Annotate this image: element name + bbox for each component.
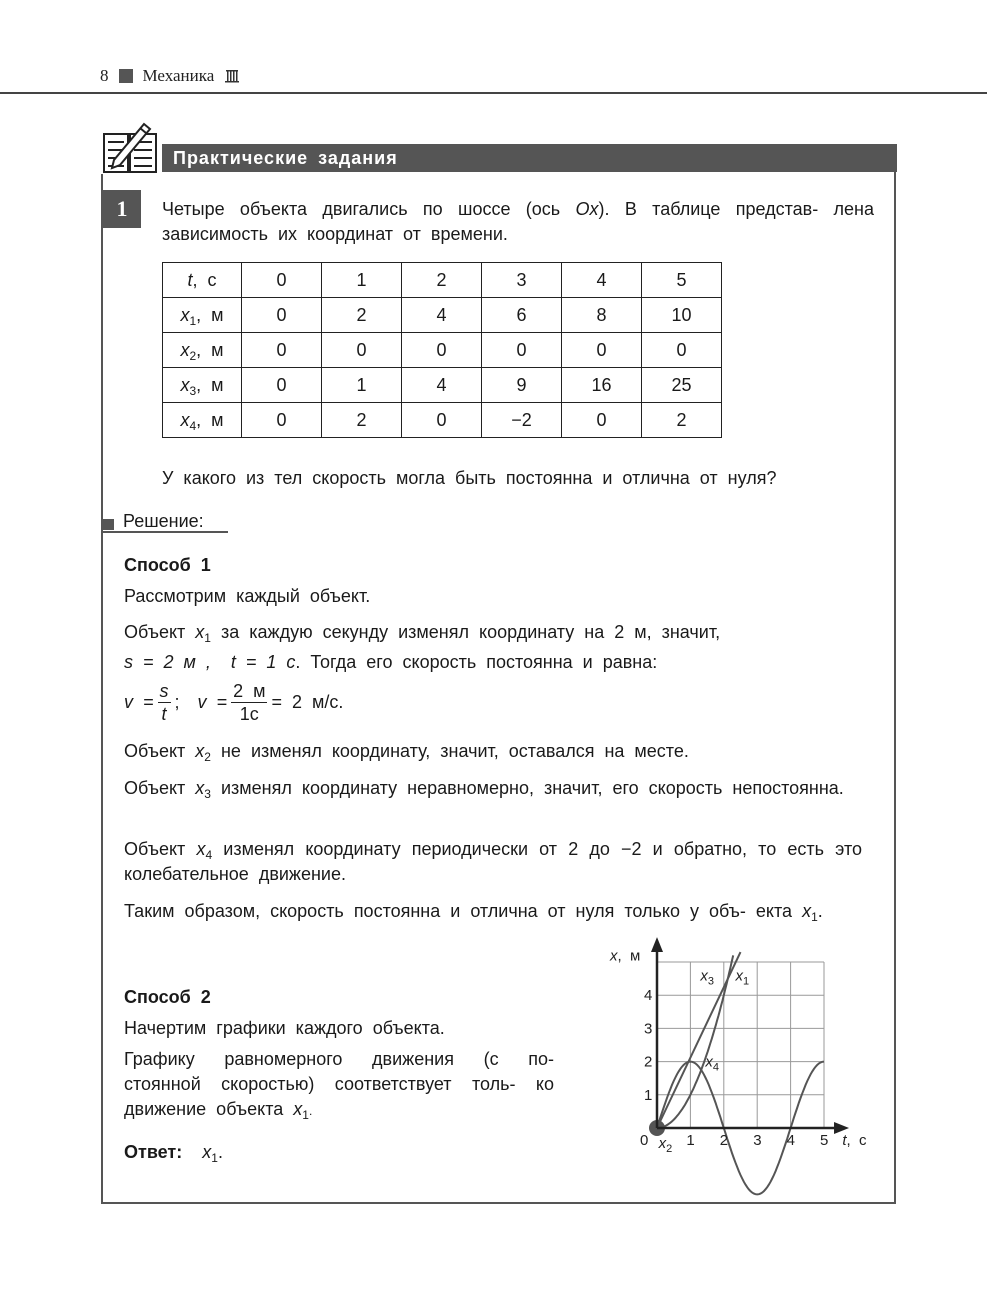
- answer-value: x: [202, 1142, 212, 1162]
- table-cell: 2: [402, 263, 482, 298]
- y-axis-label: x, м: [610, 947, 641, 965]
- table-row-label: $x_3$, м: [163, 368, 242, 403]
- table-cell: 0: [242, 298, 322, 333]
- axis-name: Ox: [575, 199, 599, 219]
- y-axis-arrow-icon: [651, 937, 663, 952]
- table-cell: 2: [322, 403, 402, 438]
- y-tick-label: 1: [644, 1086, 653, 1104]
- table-cell: 0: [402, 333, 482, 368]
- velocity-formula: v = $\frac{s}{t}$ ; v = $\frac{2 м}{1с}$ = 2 м/с.: [124, 681, 344, 724]
- table-row-label: $x_4$, м: [163, 403, 242, 438]
- table-cell: 6: [482, 298, 562, 333]
- section-name: Механика: [142, 66, 215, 85]
- table-cell: 4: [402, 368, 482, 403]
- table-cell: 9: [482, 368, 562, 403]
- y-tick-label: 3: [644, 1020, 653, 1038]
- x-axis-label: t, с: [842, 1132, 867, 1149]
- series-label-x2: $x_2$: [658, 1135, 673, 1155]
- table-cell: 0: [242, 263, 322, 298]
- table-cell: 1: [322, 263, 402, 298]
- table-cell: 25: [642, 368, 722, 403]
- x-tick-label: 3: [753, 1132, 762, 1149]
- table-cell: 2: [322, 298, 402, 333]
- chart-axes: [651, 937, 849, 1134]
- table-cell: 0: [242, 403, 322, 438]
- task-question: У какого из тел скорость могла быть постоянна и отлична от нуля?: [162, 468, 777, 488]
- method1-p4: Объект $x_3$ изменял координату неравномерно, значит, его скорость непостоянна.: [124, 778, 844, 801]
- method2-title: Способ 2: [124, 987, 211, 1007]
- series-label-x4: $x_4$: [705, 1053, 720, 1074]
- fraction-s-over-t: $\frac{s}{t}$: [159, 681, 169, 724]
- page-number: 8: [100, 66, 109, 85]
- table-cell: 2: [642, 403, 722, 438]
- table-cell: 0: [562, 333, 642, 368]
- table-cell: 0: [242, 333, 322, 368]
- chart-labels: [609, 947, 867, 1155]
- table-cell: 0: [642, 333, 722, 368]
- table-cell: 1: [322, 368, 402, 403]
- table-header-cell: t, с: [163, 263, 242, 298]
- table-cell: 5: [642, 263, 722, 298]
- section-header-title: Практические задания: [173, 148, 398, 168]
- chart-curves: [649, 952, 824, 1194]
- table-cell: 10: [642, 298, 722, 333]
- table-cell: −2: [482, 403, 562, 438]
- series-label-x1: $x_1$: [735, 967, 750, 988]
- intro-text-1: Четыре объекта двигались по шоссе (ось: [162, 199, 576, 219]
- table-cell: 16: [562, 368, 642, 403]
- intro-text-2: ). В таблице представ- лена зависимость их координат от времени.: [162, 199, 875, 244]
- method2-p1: Начертим графики каждого объекта.: [124, 1018, 445, 1038]
- method1-p5: Объект $x_4$ изменял координату периодически от 2 до −2 и обратно, то есть это колебательное движение.: [124, 839, 862, 884]
- table-cell: 0: [402, 403, 482, 438]
- method1-p2-line2: s = 2 м , t = 1 с. Тогда его скорость постоянна и равна:: [124, 652, 658, 672]
- table-row-label: $x_2$, м: [163, 333, 242, 368]
- table-cell: 0: [482, 333, 562, 368]
- y-tick-label: 4: [644, 987, 653, 1005]
- table-cell: 3: [482, 263, 562, 298]
- series-label-x3: $x_3$: [700, 967, 715, 988]
- solution-label: Решение:: [123, 511, 204, 531]
- table-cell: 4: [402, 298, 482, 333]
- x-tick-label: 0: [640, 1132, 649, 1149]
- x-tick-label: 1: [686, 1132, 695, 1149]
- table-row-label: $x_1$, м: [163, 298, 242, 333]
- x-tick-label: 5: [820, 1132, 829, 1149]
- table-cell: 0: [562, 403, 642, 438]
- answer-label: Ответ:: [124, 1142, 183, 1162]
- method1-p3: Объект $x_2$ не изменял координату, значит, оставался на месте.: [124, 741, 689, 764]
- answer: Ответ: $x_1$.: [124, 1142, 223, 1165]
- method2-p2: Графику равномерного движения (с по- стоянной скоростью) соответствует толь- ко движение объекта $x_1$.: [124, 1049, 554, 1122]
- fraction-2m-over-1s: $\frac{2 м}{1с}$: [233, 681, 266, 724]
- x-tick-label: 2: [719, 1132, 729, 1149]
- table-cell: 0: [242, 368, 322, 403]
- y-tick-label: 2: [644, 1053, 653, 1071]
- table-cell: 4: [562, 263, 642, 298]
- method1-p1: Рассмотрим каждый объект.: [124, 586, 371, 606]
- method1-p2: Объект $x_1$ за каждую секунду изменял координату на 2 м, значит,: [124, 622, 721, 645]
- x-tick-label: 4: [786, 1132, 795, 1149]
- task-number-badge: 1: [103, 190, 141, 228]
- method1-conclusion: Таким образом, скорость постоянна и отлична от нуля только у объ- екта $x_1$.: [124, 901, 823, 924]
- method1-title: Способ 1: [124, 555, 211, 575]
- table-cell: 8: [562, 298, 642, 333]
- table-cell: 0: [322, 333, 402, 368]
